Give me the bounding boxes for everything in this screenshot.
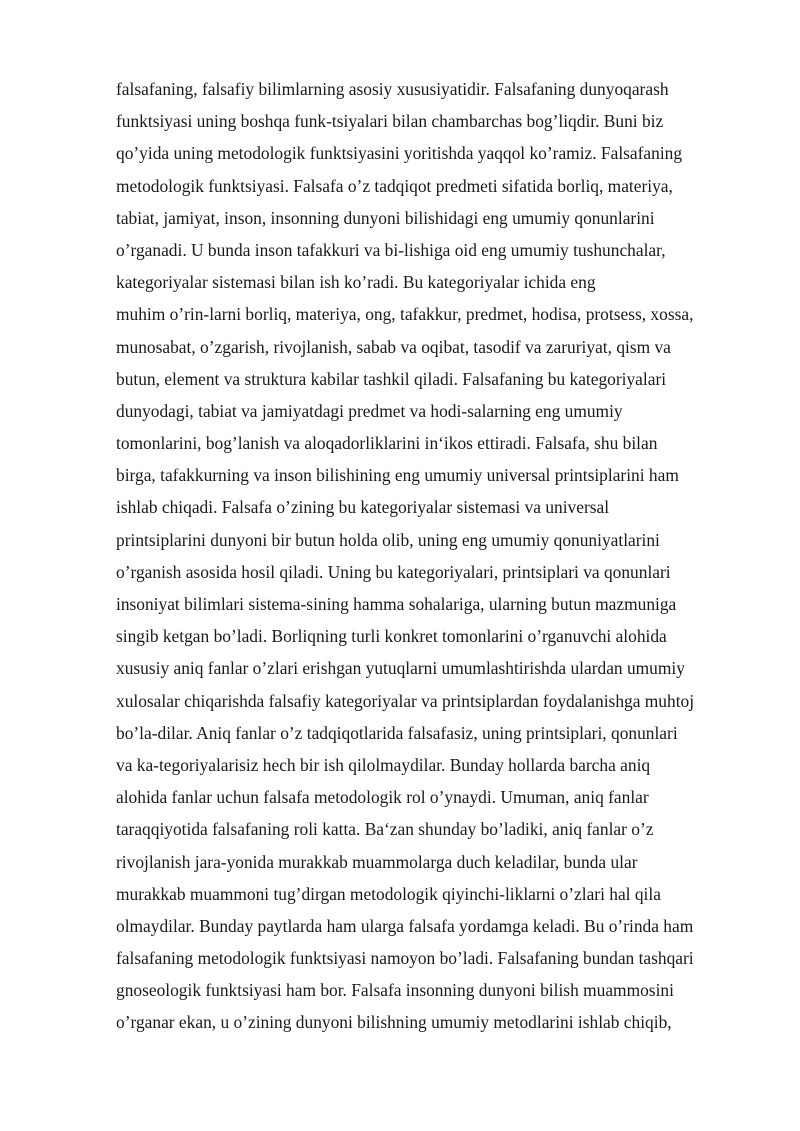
text-line: xususiy aniq fanlar o’zlari erishgan yutuqlarni umumlashtirishda ulardan umumiy [116,658,685,679]
text-line: muhim o’rin-larni borliq, materiya, ong, tafakkur, predmet, hodisa, protsess, xossa, [116,304,694,325]
text-line: munosabat, o’zgarish, rivojlanish, sabab va oqibat, tasodif va zaruriyat, qism va [116,336,671,357]
text-line: qo’yida uning metodologik funktsiyasini yoritishda yaqqol ko’ramiz. Falsafaning [116,143,683,164]
text-line: o’rganadi. U bunda inson tafakkuri va bi-lishiga oid eng umumiy tushunchalar, [116,239,666,260]
text-line: printsiplarini dunyoni bir butun holda olib, uning eng umumiy qonuniyatlarini [116,529,660,550]
body-text [116,73,756,1039]
text-line: falsafaning, falsafiy bilimlarning asosiy xususiyatidir. Falsafaning dunyoqarash [116,79,669,99]
text-line: ishlab chiqadi. Falsafa o’zining bu kategoriyalar sistemasi va universal [116,497,610,518]
text-line: funktsiyasi uning boshqa funk-tsiyalari bilan chambarchas bog’liqdir. Buni biz [116,111,664,132]
text-line: gnoseologik funktsiyasi ham bor. Falsafa insonning dunyoni bilish muammosini [116,980,674,1001]
text-line: insoniyat bilimlari sistema-sining hamma sohalariga, ularning butun mazmuniga [116,594,677,614]
text-line: xulosalar chiqarishda falsafiy kategoriyalar va printsiplardan foydalanishga muhtoj [116,690,695,711]
text-line: o’rganar ekan, u o’zining dunyoni bilishning umumiy metodlarini ishlab chiqib, [116,1012,672,1033]
text-line: kategoriyalar sistemasi bilan ish ko’radi. Bu kategoriyalar ichida eng [116,272,596,293]
text-line: butun, element va struktura kabilar tashkil qiladi. Falsafaning bu kategoriyalari [116,368,667,389]
text-line: o’rganish asosida hosil qiladi. Uning bu kategoriyalari, printsiplari va qonunlari [116,561,671,582]
text-line: singib ketgan bo’ladi. Borliqning turli konkret tomonlarini o’rganuvchi alohida [116,626,667,647]
text-line: birga, tafakkurning va inson bilishining eng umumiy universal printsiplarini ham [116,465,679,486]
text-line: bo’la-dilar. Aniq fanlar o’z tadqiqotlarida falsafasiz, uning printsiplari, qonunlari [116,722,678,743]
text-line: tomonlarini, bog’lanish va aloqadorliklarini in‘ikos ettiradi. Falsafa, shu bilan [116,433,658,454]
text-line: alohida fanlar uchun falsafa metodologik rol o’ynaydi. Umuman, aniq fanlar [116,787,649,808]
text-line: va ka-tegoriyalarisiz hech bir ish qilolmaydilar. Bunday hollarda barcha aniq [116,754,651,775]
text-line: dunyodagi, tabiat va jamiyatdagi predmet va hodi-salarning eng umumiy [116,400,623,421]
text-line: falsafaning metodologik funktsiyasi namoyon bo’ladi. Falsafaning bundan tashqari [116,948,694,969]
text-line: murakkab muammoni tug’dirgan metodologik qiyinchi-liklarni o’zlari hal qila [116,883,661,904]
text-line: rivojlanish jara-yonida murakkab muammolarga duch keladilar, bunda ular [116,851,638,872]
text-line: tabiat, jamiyat, inson, insonning dunyoni bilishidagi eng umumiy qonunlarini [116,207,655,228]
text-line: taraqqiyotida falsafaning roli katta. Ba‘zan shunday bo’ladiki, aniq fanlar o’z [116,819,654,840]
text-line: metodologik funktsiyasi. Falsafa o’z tadqiqot predmeti sifatida borliq, materiya, [116,175,673,196]
text-line: olmaydilar. Bunday paytlarda ham ularga falsafa yordamga keladi. Bu o’rinda ham [116,915,694,936]
